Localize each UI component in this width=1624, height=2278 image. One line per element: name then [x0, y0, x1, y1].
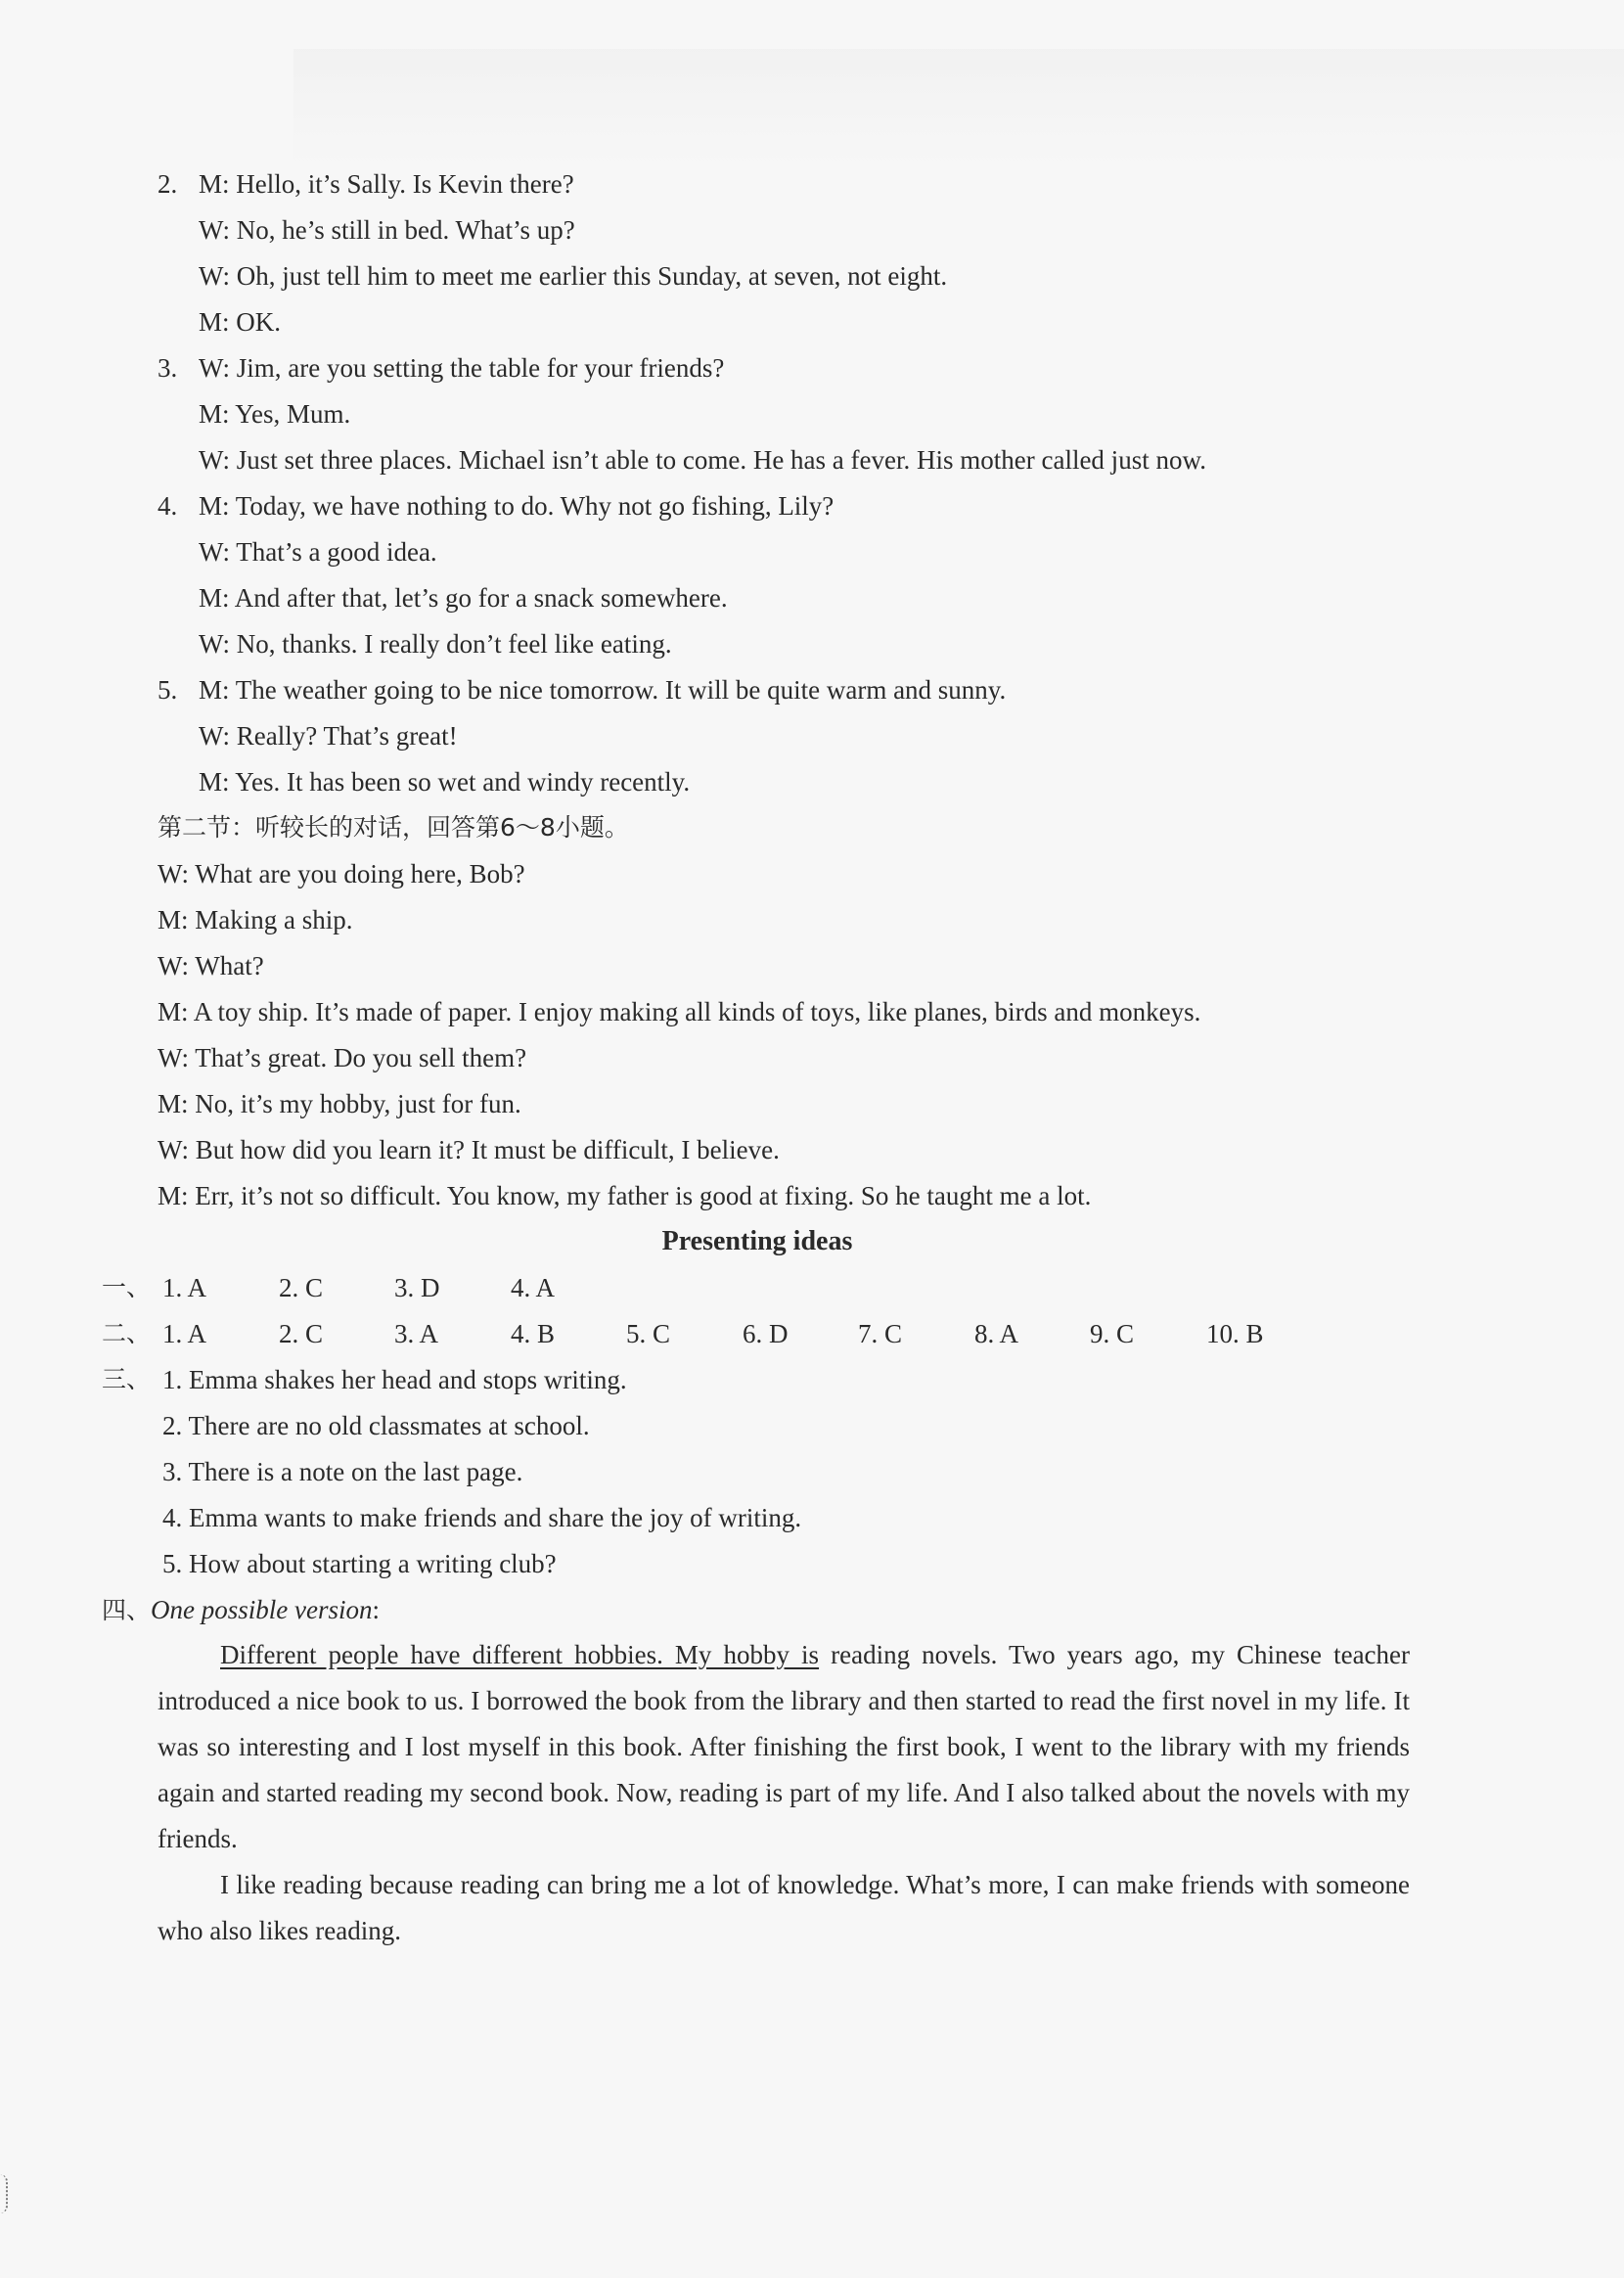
part-2-answer-7: 7. C	[858, 1319, 903, 1348]
page-edge-mark	[0, 2174, 8, 2213]
dialogue-2-line-3: W: Oh, just tell him to meet me earlier this Sunday, at seven, not eight.	[199, 261, 948, 291]
part-2-answer-5: 5. C	[626, 1319, 671, 1348]
part-3-answer-1: 1. Emma shakes her head and stops writing.	[162, 1365, 627, 1394]
long-dialogue-line-5: W: That’s great. Do you sell them?	[158, 1043, 527, 1072]
dialogue-4-line-4: W: No, thanks. I really don’t feel like eating.	[199, 629, 672, 659]
part-2-answer-10: 10. B	[1206, 1319, 1264, 1348]
dialogue-2-line-4: M: OK.	[199, 307, 282, 337]
dialogue-3-line-1: 3. W: Jim, are you setting the table for your friends?	[158, 353, 725, 383]
section-2-heading: 第二节：听较长的对话，回答第6～8小题。	[158, 813, 629, 842]
dialogue-5-line-2: W: Really? That’s great!	[199, 721, 458, 751]
part-2-answer-6: 6. D	[743, 1319, 789, 1348]
long-dialogue-line-7: W: But how did you learn it? It must be difficult, I believe.	[158, 1135, 780, 1164]
part-1-label: 一、	[102, 1273, 152, 1301]
long-dialogue-line-6: M: No, it’s my hobby, just for fun.	[158, 1089, 521, 1118]
part-3-answer-5: 5. How about starting a writing club?	[162, 1549, 557, 1578]
dialogue-3-line-3: W: Just set three places. Michael isn’t able to come. He has a fever. His mother called just now.	[199, 445, 1206, 475]
part-1-answer-4: 4. A	[511, 1273, 556, 1302]
essay-paragraph-1: Different people have different hobbies. My hobby is reading novels. Two years ago, my Chinese teacher introduced a nice book to us. I borrowed the book from the library and then started to read the first novel in my life. It was so interesting and I lost myself in this book. After finishing the first book, I went to the library with my friends again and started reading my second book. Now, reading is part of my life. And I also talked about the novels with my friends.	[158, 1640, 1411, 1853]
dialogue-5-line-3: M: Yes. It has been so wet and windy recently.	[199, 767, 691, 797]
long-dialogue-line-8: M: Err, it’s not so difficult. You know, my father is good at fixing. So he taught me a lot.	[158, 1181, 1092, 1210]
part-2-label: 二、	[102, 1319, 152, 1347]
part-1-answer-1: 1. A	[162, 1273, 207, 1302]
dialogue-4-line-2: W: That’s a good idea.	[199, 537, 437, 567]
part-3-answer-4: 4. Emma wants to make friends and share the joy of writing.	[162, 1503, 802, 1532]
part-3-answer-3: 3. There is a note on the last page.	[162, 1457, 523, 1486]
scan-shadow	[293, 49, 1624, 166]
part-2-answer-2: 2. C	[279, 1319, 324, 1348]
dialogue-4-line-1: 4. M: Today, we have nothing to do. Why not go fishing, Lily?	[158, 491, 835, 521]
dialogue-3-line-2: M: Yes, Mum.	[199, 399, 351, 429]
long-dialogue-line-3: W: What?	[158, 951, 264, 980]
part-2-answer-1: 1. A	[162, 1319, 207, 1348]
dialogue-2-line-1: 2. M: Hello, it’s Sally. Is Kevin there?	[158, 169, 574, 199]
part-2-answer-4: 4. B	[511, 1319, 556, 1348]
part-1-answer-3: 3. D	[394, 1273, 440, 1302]
part-1-answer-2: 2. C	[279, 1273, 324, 1302]
long-dialogue-line-4: M: A toy ship. It’s made of paper. I enjoy making all kinds of toys, like planes, birds and monkeys.	[158, 997, 1201, 1026]
part-3-label: 三、	[102, 1365, 152, 1393]
dialogue-5-line-1: 5. M: The weather going to be nice tomorrow. It will be quite warm and sunny.	[158, 675, 1007, 705]
dialogue-4-line-3: M: And after that, let’s go for a snack somewhere.	[199, 583, 728, 613]
long-dialogue-line-1: W: What are you doing here, Bob?	[158, 859, 525, 888]
part-3-answer-2: 2. There are no old classmates at school.	[162, 1411, 590, 1440]
part-2-answer-3: 3. A	[394, 1319, 439, 1348]
essay-given-opening: Different people have different hobbies. My hobby is	[220, 1640, 820, 1669]
part-4-heading: 四、One possible version:	[102, 1595, 380, 1624]
presenting-ideas-title: Presenting ideas	[661, 1226, 853, 1256]
essay-paragraph-2: I like reading because reading can bring me a lot of knowledge. What’s more, I can make friends with someone who also likes reading.	[158, 1870, 1410, 1945]
dialogue-2-line-2: W: No, he’s still in bed. What’s up?	[199, 215, 575, 245]
long-dialogue-line-2: M: Making a ship.	[158, 905, 353, 934]
part-2-answer-8: 8. A	[974, 1319, 1019, 1348]
part-2-answer-9: 9. C	[1090, 1319, 1135, 1348]
